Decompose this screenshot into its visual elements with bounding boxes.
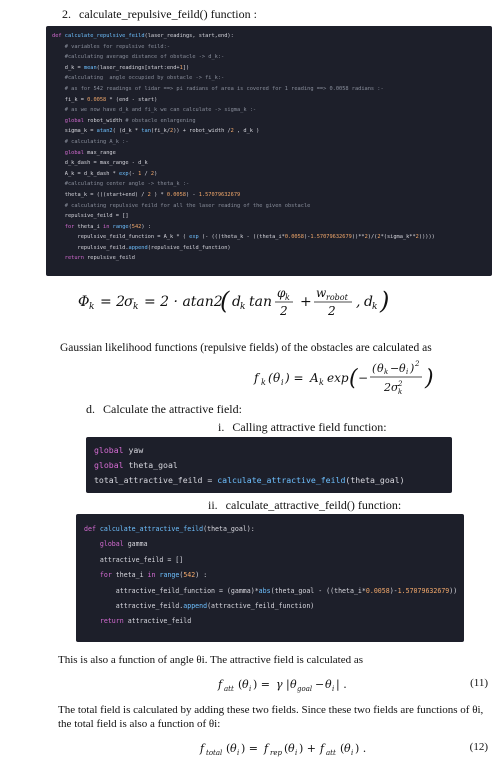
equation-12-render — [198, 736, 388, 760]
code-line: #calculating average distance of obstacle -> d_k:- — [64, 54, 225, 61]
code-line: global robot_width # obstacle enlargening — [64, 117, 196, 124]
svg-text:rep: rep — [270, 749, 282, 757]
svg-text:−: − — [358, 371, 369, 385]
svg-text:2: 2 — [384, 381, 391, 394]
svg-text:i: i — [406, 368, 409, 376]
attractive-function-code-block — [76, 514, 464, 642]
section-letter: d. — [86, 402, 95, 416]
svg-text:2: 2 — [398, 380, 403, 388]
svg-text:i: i — [295, 749, 298, 757]
subsection-ii-title: calculate_attractive_feild() function: — [225, 498, 402, 512]
section-number: 2. — [62, 7, 71, 21]
code-line: def calculate_repulsive_feild(laser_readings, start,end): — [52, 33, 234, 39]
svg-text:k: k — [384, 368, 389, 376]
code-line: global yaw — [94, 445, 144, 455]
svg-text:(: ( — [220, 287, 230, 315]
subsection-heading-i — [218, 420, 387, 435]
svg-text:| .: | . — [336, 678, 347, 691]
svg-text:) .: ) . — [355, 742, 367, 755]
svg-text:θ: θ — [377, 362, 384, 375]
svg-text:θ: θ — [242, 678, 249, 691]
svg-text:i: i — [332, 685, 335, 693]
svg-text:att: att — [326, 749, 336, 757]
code-line: repulsive_feild = [] — [52, 213, 129, 220]
gaussian-equation — [250, 358, 440, 398]
svg-text:k: k — [133, 302, 139, 312]
equation-11 — [58, 672, 488, 696]
code-line: return attractive_feild — [99, 617, 192, 626]
svg-text:k: k — [372, 302, 378, 312]
code-line: attractive_feild = [] — [84, 555, 184, 564]
subsection-number: ii. — [208, 498, 218, 512]
svg-text:goal: goal — [297, 685, 313, 693]
svg-text:θ: θ — [273, 371, 281, 385]
svg-text:Φ: Φ — [78, 294, 90, 310]
svg-text:σ: σ — [124, 294, 134, 310]
code-line: sigma_k = atan2( (d_k * tan(fi_k/2)) + robot_width /2 , d_k ) — [52, 128, 260, 135]
svg-text:): ) — [425, 366, 434, 391]
code-line: repulsive_feild.append(repulsive_feild_function) — [52, 244, 231, 251]
svg-text:= 2 · atan2: = 2 · atan2 — [144, 294, 223, 310]
paragraph-total: The total field is calculated by adding these two fields. Since these two fields are functions of θi, the total field is also a function of θi: — [58, 704, 484, 730]
code-line: d_k_dash = max_range - d_k — [52, 160, 148, 167]
code-line: #calculating center angle -> theta_k :- — [64, 181, 190, 188]
svg-text:d: d — [364, 294, 373, 310]
svg-text:f: f — [264, 742, 269, 755]
svg-text:f: f — [218, 678, 223, 691]
code-line: repulsive_feild_function = A_k * ( exp (- (((theta_k - ((theta_i*0.0058)-1.57079632679))**2)/(2*(sigma_k**2))))) — [52, 234, 435, 241]
svg-text:(: ( — [372, 362, 377, 375]
svg-text:2: 2 — [328, 304, 336, 318]
svg-text:(: ( — [284, 742, 289, 755]
section-title: calculate_repulsive_feild() function : — [79, 7, 257, 21]
equation-number-11: (11) — [470, 677, 488, 689]
gaussian-equation-render — [250, 358, 440, 398]
svg-text:i: i — [351, 749, 354, 757]
code-line: global max_range — [64, 149, 116, 156]
svg-text:(: ( — [268, 371, 273, 385]
svg-text:f: f — [254, 371, 259, 385]
code-line: # calculating repulsive feild for all the laser reading of the given obstacle — [64, 202, 311, 209]
code-line: total_attractive_feild = calculate_attractive_feild(theta_goal) — [94, 475, 405, 485]
svg-text:(: ( — [238, 678, 243, 691]
svg-text:) +: ) + — [299, 742, 317, 755]
repulsive-field-code-block — [46, 26, 492, 276]
subsection-heading-ii — [208, 498, 401, 513]
svg-text:k: k — [89, 302, 95, 312]
svg-text:θ: θ — [344, 742, 351, 755]
svg-text:d: d — [232, 294, 241, 310]
svg-text:θ: θ — [325, 678, 332, 691]
svg-text:,: , — [356, 294, 361, 310]
subsection-i-title: Calling attractive field function: — [232, 420, 387, 434]
svg-text:i: i — [237, 749, 240, 757]
code-line: A_k = d_k_dash * exp(- 1 / 2) — [52, 170, 158, 177]
code-line: # variables for repulsive feild:- — [64, 43, 171, 50]
code-line: attractive_feild.append(attractive_feild_function) — [84, 602, 315, 611]
svg-text:θ: θ — [288, 742, 295, 755]
svg-text:i: i — [281, 378, 284, 387]
svg-text:k: k — [261, 378, 266, 387]
svg-text:total: total — [206, 749, 223, 757]
code-line: for theta_i in range(542) : — [99, 571, 208, 580]
svg-text:tan: tan — [249, 294, 272, 310]
phi-equation — [60, 285, 440, 319]
svg-text:) =: ) = — [253, 678, 271, 691]
svg-text:θ: θ — [290, 678, 297, 691]
svg-text:att: att — [224, 685, 234, 693]
svg-text:w: w — [316, 286, 327, 300]
code-line: fi_k = 0.0058 * (end - start) — [52, 96, 158, 103]
attractive-call-code-block — [86, 437, 452, 493]
gaussian-sentence: Gaussian likelihood functions (repulsive fields) of the obstacles are calculated as — [60, 342, 432, 354]
svg-text:θ: θ — [230, 742, 237, 755]
svg-text:k: k — [398, 388, 403, 396]
code-line: #calculating angle occupied by obstacle -> fi_k:- — [64, 75, 225, 82]
svg-text:−: − — [390, 362, 400, 375]
svg-text:A: A — [310, 371, 319, 385]
section-d-title: Calculate the attractive field: — [103, 402, 242, 416]
svg-text:σ: σ — [391, 381, 399, 394]
svg-text:k: k — [319, 378, 324, 387]
code-line: # calculating A_k :- — [64, 138, 129, 145]
svg-text:robot: robot — [326, 293, 348, 302]
code-line: # as we now have d_k and fi_k we can calculate -> sigma_k :- — [64, 107, 257, 114]
code-line: d_k = mean(laser_readings[start:end+1]) — [52, 64, 190, 71]
code-line: # as for 542 readings of lidar ==> pi radians of area is covered for 1 reading ==> 0.0058 radians :- — [64, 85, 384, 92]
svg-text:(: ( — [340, 742, 345, 755]
code-line: attractive_feild_function = (gamma)*abs(theta_goal - ((theta_i*0.0058)-1.57079632679)) — [84, 586, 458, 595]
code-line: global theta_goal — [94, 460, 178, 470]
svg-text:(: ( — [226, 742, 231, 755]
svg-text:) =: ) = — [241, 742, 259, 755]
svg-text:(: ( — [349, 366, 358, 391]
svg-text:): ) — [410, 362, 415, 375]
svg-text:f: f — [320, 742, 325, 755]
svg-text:f: f — [200, 742, 205, 755]
code-line: def calculate_attractive_feild(theta_goal): — [84, 525, 255, 533]
section-heading-d — [86, 402, 242, 417]
svg-text:φ: φ — [277, 286, 286, 300]
svg-text:) =: ) = — [285, 371, 304, 385]
equation-11-render — [216, 672, 366, 696]
svg-text:i: i — [249, 685, 252, 693]
svg-text:k: k — [240, 302, 246, 312]
svg-text:θ: θ — [399, 362, 406, 375]
section-heading-2 — [62, 7, 257, 22]
svg-text:exp: exp — [327, 371, 349, 385]
svg-text:|: | — [286, 678, 290, 691]
equation-number-12: (12) — [469, 741, 488, 753]
svg-text:): ) — [380, 287, 390, 315]
code-line: theta_k = (((start+end) / 2 ) * 0.0058) - 1.57079632679 — [52, 191, 241, 198]
svg-text:2: 2 — [280, 304, 288, 318]
svg-text:γ: γ — [276, 678, 283, 691]
code-line: global gamma — [99, 540, 148, 549]
subsection-number: i. — [218, 420, 225, 434]
svg-text:−: − — [315, 678, 325, 691]
paragraph-attractive: This is also a function of angle θi. The attractive field is calculated as — [58, 654, 364, 666]
code-line: return repulsive_feild — [64, 255, 135, 262]
svg-text:k: k — [285, 293, 290, 302]
equation-12 — [58, 736, 488, 760]
svg-text:+: + — [300, 294, 312, 310]
svg-text:= 2: = 2 — [100, 294, 126, 310]
phi-equation-render — [60, 285, 440, 319]
code-line: for theta_i in range(542) : — [64, 223, 151, 230]
svg-text:2: 2 — [415, 360, 420, 368]
